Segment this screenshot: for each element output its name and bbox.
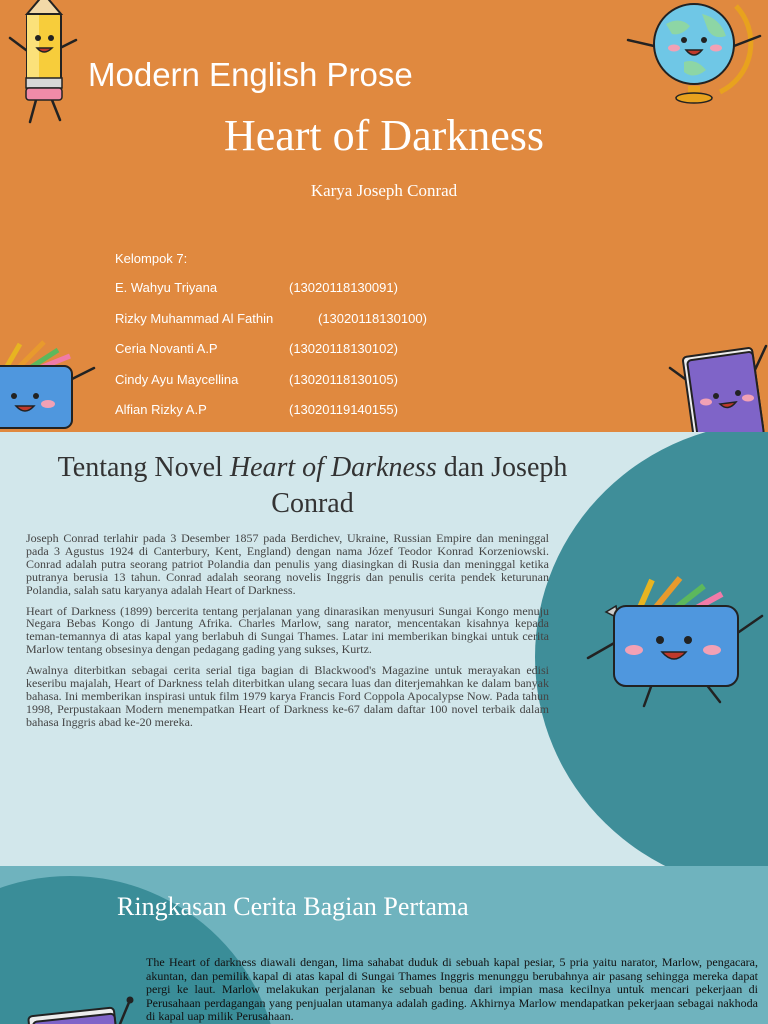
- pencil-case-character-icon: [582, 572, 768, 712]
- member-nim: (13020118130091): [289, 280, 398, 295]
- member-nim: (13020118130100): [318, 311, 427, 326]
- book-character-icon: [22, 994, 142, 1024]
- member-name: Alfian Rizky A.P: [115, 402, 207, 417]
- heading-part: dan Joseph Conrad: [271, 452, 568, 519]
- member-name: Cindy Ayu Maycellina: [115, 372, 239, 387]
- summary-slide: [0, 866, 768, 1024]
- book-character-icon: [664, 338, 768, 432]
- member-nim: (13020118130102): [289, 341, 398, 356]
- body-text: [26, 532, 549, 737]
- member-nim: (13020118130105): [289, 372, 398, 387]
- slide-heading: Ringkasan Cerita Bagian Pertama: [117, 892, 469, 921]
- slide-heading: [20, 450, 605, 522]
- member-name: E. Wahyu Triyana: [115, 280, 218, 295]
- about-novel-slide: [0, 432, 768, 866]
- slide-subtitle: Modern English Prose: [88, 56, 413, 93]
- member-row: [115, 402, 398, 417]
- member-row: [115, 341, 398, 356]
- paragraph: Joseph Conrad terlahir pada 3 Desember 1857 pada Berdichev, Ukraine, Russian Empire dan meninggal pada 3 Agustus 1924 di Canterbury, Kent, England) dengan nama Józef Teodor Konrad Korzeniowski. Conrad adalah putra seorang patriot Polandia dan penulis yang diasingkan di Rusia dan meninggal ketika putranya berusia 13 tahun. Conrad adalah seorang novelis Inggris dan penulis cerita pendek keturunan Polandia, salah satu karyanya adalah Heart of Darkness.: [26, 531, 549, 597]
- paragraph: Heart of Darkness (1899) bercerita tentang perjalanan yang dinarasikan menyusuri Sungai Kongo menuju Negara Bebas Kongo di Jantung Afrika. Charles Marlow, sang narator, mencentakan kisahnya kepada teman-temannya di atas kapal yang berlabuh di Sungai Thames. Latar ini memberikan bingkai untuk cerita Marlow tentang obsesinya dengan pedagang gading yang sukses, Kurtz.: [26, 603, 549, 657]
- member-row: [115, 372, 398, 387]
- heading-part: Tentang Novel: [57, 452, 230, 483]
- member-name: Rizky Muhammad Al Fathin: [115, 311, 274, 326]
- title-slide: [0, 0, 768, 432]
- pencil-case-character-icon: [0, 338, 98, 432]
- member-name: Ceria Novanti A.P: [115, 341, 218, 356]
- author-line: Karya Joseph Conrad: [310, 181, 458, 200]
- group-label: Kelompok 7:: [115, 251, 188, 266]
- member-row: [115, 280, 398, 295]
- slide-title: Heart of Darkness: [223, 111, 545, 160]
- heading-italic: Heart of Darkness: [229, 452, 437, 483]
- pencil-character-icon: [4, 0, 82, 126]
- body-text: [146, 956, 758, 1024]
- member-nim: (13020119140155): [289, 402, 398, 417]
- paragraph: Awalnya diterbitkan sebagai cerita serial tiga bagian di Blackwood's Magazine untuk merayakan edisi keseribu majalah, Heart of Darkness telah diterbitkan ulang secara luas dan diterjemahkan ke dalam banyak bahasa. Ini memberikan inspirasi untuk film 1979 karya Francis Ford Coppola Apocalypse Now. Pada tahun 1998, Perpustakaan Modern menempatkan Heart of Darkness ke-67 dalam daftar 100 novel terbaik dalam bahasa Inggris abad ke-20 mereka.: [26, 663, 549, 729]
- paragraph: The Heart of darkness diawali dengan, lima sahabat duduk di sebuah kapal pesiar, 5 pria yaitu narator, Marlow, pengacara, akuntan, dan pemilik kapal di atas kapal di Sungai Thames Inggris menunggu berubahnya air pasang sehingga mereka dapat pergi ke laut. Marlow melakukan perjalanan ke sebuah benua dari impian masa kecilnya untuk mencari pekerjaan di Perusahaan perdagangan yang penjualan utamanya adalah gading. Akhirnya Marlow mendapatkan pekerjaan sebagai nakhoda di kapal uap milik Perusahaan.: [146, 955, 758, 1023]
- member-row: [115, 311, 427, 326]
- globe-character-icon: [624, 0, 764, 106]
